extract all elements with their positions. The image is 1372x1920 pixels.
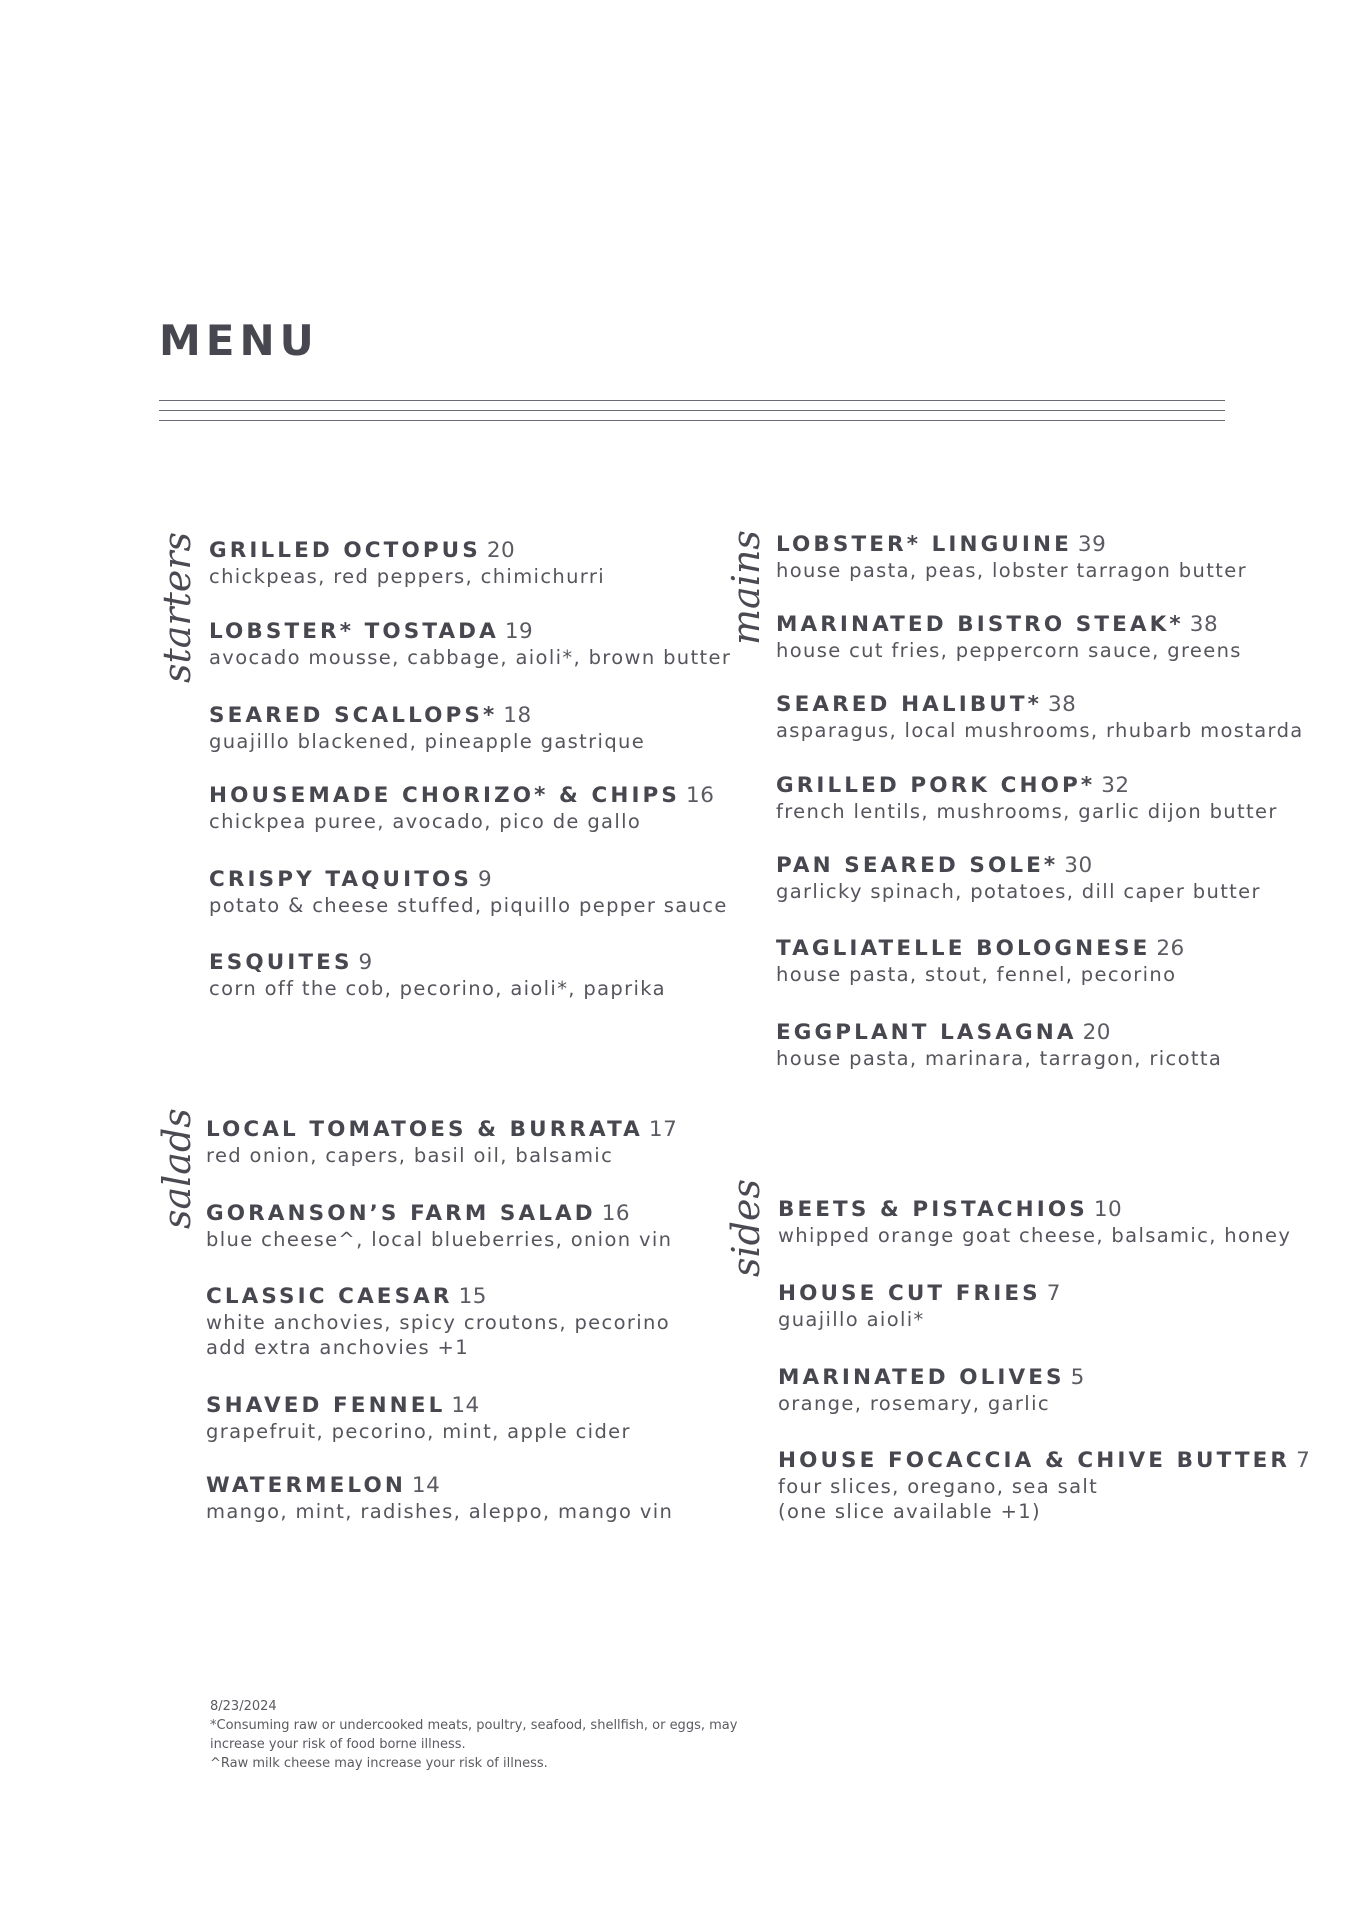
item-description: (one slice available +1) [778, 1500, 1041, 1523]
menu-item [776, 936, 1185, 987]
menu-item [209, 703, 645, 754]
menu-item [778, 1448, 1310, 1524]
item-description: mango, mint, radishes, aleppo, mango vin [206, 1500, 674, 1523]
item-description: red onion, capers, basil oil, balsamic [206, 1144, 614, 1167]
menu-item [776, 1020, 1222, 1071]
section-label-mains: mains [724, 530, 768, 645]
item-name: PAN SEARED SOLE* [776, 853, 1059, 878]
item-description: guajillo blackened, pineapple gastrique [209, 730, 646, 753]
item-description: add extra anchovies +1 [206, 1336, 469, 1359]
footnote-line: *Consuming raw or undercooked meats, poultry, seafood, shellfish, or eggs, may [210, 1718, 738, 1733]
item-description: orange, rosemary, garlic [778, 1392, 1050, 1415]
section-label-salads: salads [155, 1108, 199, 1229]
item-description: garlicky spinach, potatoes, dill caper butter [776, 880, 1261, 903]
menu-item [209, 783, 714, 834]
menu-item [776, 853, 1261, 904]
item-price: 15 [458, 1284, 487, 1309]
item-price: 9 [477, 867, 493, 892]
item-name: BEETS & PISTACHIOS [778, 1197, 1088, 1222]
item-description: potato & cheese stuffed, piquillo pepper sauce [209, 894, 728, 917]
item-price: 17 [648, 1117, 678, 1142]
item-description: blue cheese^, local blueberries, onion vin [206, 1228, 673, 1251]
menu-item [206, 1201, 672, 1252]
item-name: LOBSTER* LINGUINE [776, 532, 1072, 557]
item-description: guajillo aioli* [778, 1308, 925, 1331]
item-name: LOCAL TOMATOES & BURRATA [206, 1117, 643, 1142]
item-description: four slices, oregano, sea salt [778, 1475, 1099, 1498]
item-price: 38 [1189, 612, 1219, 637]
item-name: ESQUITES [209, 950, 353, 975]
menu-item [776, 773, 1278, 824]
item-name: LOBSTER* TOSTADA [209, 619, 499, 644]
item-description: whipped orange goat cheese, balsamic, honey [778, 1224, 1292, 1247]
item-price: 26 [1156, 936, 1185, 961]
item-name: MARINATED BISTRO STEAK* [776, 612, 1184, 637]
section-label-sides: sides [724, 1179, 768, 1277]
menu-item [206, 1473, 673, 1524]
item-name: SEARED HALIBUT* [776, 692, 1042, 717]
menu-item [206, 1284, 670, 1360]
menu-item [778, 1281, 1061, 1332]
item-price: 39 [1077, 532, 1107, 557]
item-name: HOUSEMADE CHORIZO* & CHIPS [209, 783, 681, 808]
item-price: 9 [358, 950, 373, 975]
item-price: 30 [1064, 853, 1093, 878]
item-price: 20 [1082, 1020, 1111, 1045]
menu-date: 8/23/2024 [210, 1699, 277, 1714]
section-label-starters: starters [155, 531, 199, 683]
item-description: french lentils, mushrooms, garlic dijon butter [776, 800, 1278, 823]
footnote [210, 1697, 737, 1773]
item-description: asparagus, local mushrooms, rhubarb mostarda [776, 719, 1304, 742]
menu-item [209, 950, 666, 1001]
item-name: CRISPY TAQUITOS [209, 867, 472, 892]
title-rule [159, 420, 1225, 421]
menu-item [776, 612, 1242, 663]
menu-item [206, 1117, 677, 1168]
item-name: EGGPLANT LASAGNA [776, 1020, 1077, 1045]
item-name: HOUSE FOCACCIA & CHIVE BUTTER [778, 1448, 1291, 1473]
item-price: 7 [1046, 1281, 1061, 1306]
item-name: MARINATED OLIVES [778, 1365, 1065, 1390]
item-name: TAGLIATELLE BOLOGNESE [776, 936, 1151, 961]
item-price: 32 [1101, 773, 1130, 798]
item-name: GRILLED PORK CHOP* [776, 773, 1096, 798]
item-description: white anchovies, spicy croutons, pecorino [206, 1311, 671, 1334]
title-rule [159, 410, 1225, 411]
item-description: chickpea puree, avocado, pico de gallo [209, 810, 642, 833]
menu-item [778, 1197, 1291, 1248]
item-price: 14 [451, 1393, 480, 1418]
item-price: 5 [1070, 1365, 1085, 1390]
footnote-line: ^Raw milk cheese may increase your risk of illness. [210, 1756, 548, 1771]
item-description: avocado mousse, cabbage, aioli*, brown butter [209, 646, 732, 669]
item-name: GORANSON’S FARM SALAD [206, 1201, 596, 1226]
item-price: 7 [1296, 1448, 1311, 1473]
item-name: HOUSE CUT FRIES [778, 1281, 1041, 1306]
menu-item [776, 532, 1247, 583]
menu-item [209, 538, 605, 589]
menu-item [776, 692, 1304, 743]
item-description: chickpeas, red peppers, chimichurri [209, 565, 605, 588]
page-title: MENU [159, 316, 319, 365]
item-price: 20 [486, 538, 516, 563]
title-rule [159, 400, 1225, 401]
menu-item [209, 867, 728, 918]
item-description: house pasta, peas, lobster tarragon butter [776, 559, 1247, 582]
item-name: WATERMELON [206, 1473, 406, 1498]
item-price: 18 [503, 703, 532, 728]
item-description: corn off the cob, pecorino, aioli*, paprika [209, 977, 666, 1000]
menu-item [778, 1365, 1085, 1416]
item-name: SHAVED FENNEL [206, 1393, 446, 1418]
item-price: 16 [686, 783, 715, 808]
item-price: 38 [1047, 692, 1077, 717]
menu-item [209, 619, 731, 670]
item-description: house cut fries, peppercorn sauce, greens [776, 639, 1242, 662]
item-name: GRILLED OCTOPUS [209, 538, 481, 563]
item-price: 19 [504, 619, 534, 644]
menu-item [206, 1393, 631, 1444]
item-price: 16 [601, 1201, 631, 1226]
item-price: 14 [411, 1473, 441, 1498]
item-price: 10 [1093, 1197, 1123, 1222]
item-name: SEARED SCALLOPS* [209, 703, 498, 728]
footnote-line: increase your risk of food borne illness. [210, 1737, 466, 1752]
item-description: grapefruit, pecorino, mint, apple cider [206, 1420, 631, 1443]
item-description: house pasta, stout, fennel, pecorino [776, 963, 1177, 986]
item-name: CLASSIC CAESAR [206, 1284, 453, 1309]
item-description: house pasta, marinara, tarragon, ricotta [776, 1047, 1223, 1070]
